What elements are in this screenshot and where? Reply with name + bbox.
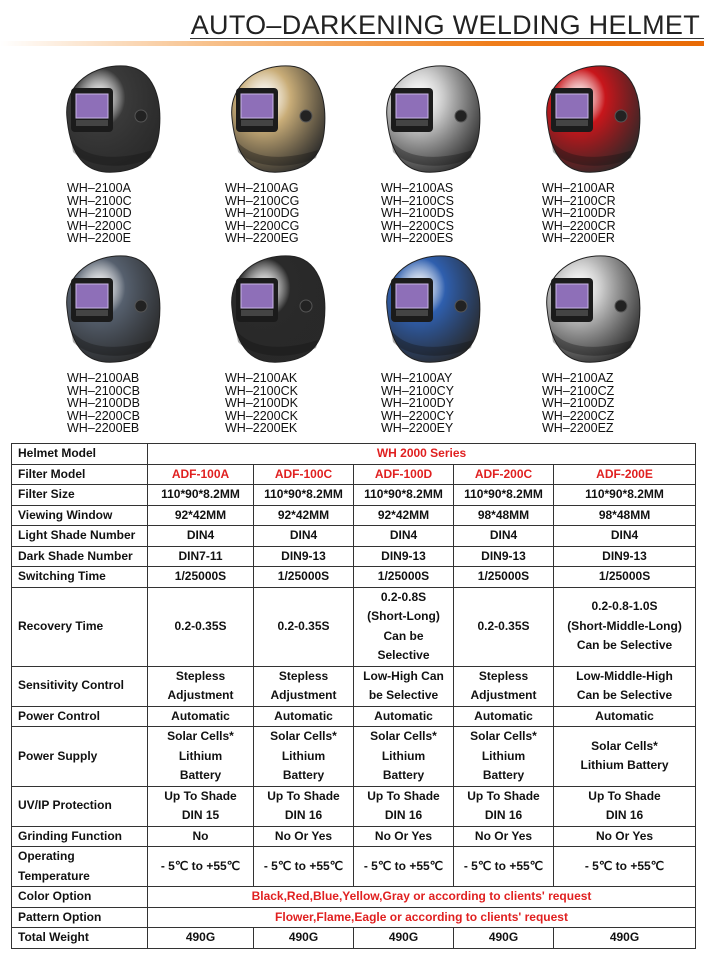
table-cell: DIN4 [148, 526, 254, 547]
table-cell: 98*48MM [554, 505, 696, 526]
model-code: WH–2200CB [67, 408, 140, 423]
table-cell: No [148, 826, 254, 847]
table-cell: 110*90*8.2MM [148, 485, 254, 506]
filter-window [241, 284, 273, 308]
row-label: Dark Shade Number [12, 546, 148, 567]
table-row [12, 505, 696, 526]
model-code: WH–2200EZ [542, 421, 614, 435]
table-cell: Low-High Can be Selective [354, 666, 454, 706]
model-code: WH–2100CB [67, 383, 140, 398]
model-code: WH–2100CZ [542, 383, 615, 398]
table-cell: 1/25000S [454, 567, 554, 588]
table-cell: ADF-200C [454, 464, 554, 485]
helmet-model-list [225, 182, 385, 245]
table-cell: Stepless Adjustment [454, 666, 554, 706]
helmet-model-list [542, 372, 702, 435]
model-code: WH–2200CS [381, 218, 454, 233]
model-code: WH–2100AK [225, 371, 298, 385]
table-cell: 0.2-0.8-1.0S (Short-Middle-Long) Can be Selective [554, 587, 696, 666]
table-row [12, 464, 696, 485]
table-cell: Up To Shade DIN 16 [554, 786, 696, 826]
filter-sensor-strip [76, 310, 108, 316]
table-cell: 490G [354, 928, 454, 949]
table-cell: DIN4 [554, 526, 696, 547]
table-cell: 1/25000S [254, 567, 354, 588]
table-cell: 92*42MM [254, 505, 354, 526]
model-code: WH–2200CK [225, 408, 298, 423]
helmet-gallery [0, 50, 704, 440]
series-value: WH 2000 Series [148, 444, 696, 465]
spanning-value: Flower,Flame,Eagle or according to clients' request [148, 907, 696, 928]
table-cell: No Or Yes [454, 826, 554, 847]
table-cell: Up To Shade DIN 16 [254, 786, 354, 826]
table-cell: Solar Cells* Lithium Battery [148, 727, 254, 787]
model-code: WH–2200CG [225, 218, 300, 233]
table-cell: 490G [454, 928, 554, 949]
helmet-image [375, 248, 485, 368]
helmet-image [535, 58, 645, 178]
filter-sensor-strip [241, 310, 273, 316]
model-code: WH–2100CG [225, 193, 300, 208]
table-cell: Automatic [254, 706, 354, 727]
table-cell: No Or Yes [354, 826, 454, 847]
model-code: WH–2200EG [225, 231, 299, 245]
table-cell: - 5℃ to +55℃ [254, 847, 354, 887]
model-code: WH–2200ER [542, 231, 615, 245]
table-cell: ADF-100C [254, 464, 354, 485]
table-cell: 0.2-0.35S [254, 587, 354, 666]
table-cell: 110*90*8.2MM [554, 485, 696, 506]
filter-window [76, 94, 108, 118]
model-code: WH–2100AS [381, 181, 454, 195]
table-cell: Stepless Adjustment [148, 666, 254, 706]
filter-window [396, 284, 428, 308]
model-code: WH–2200EY [381, 421, 454, 435]
row-label: Pattern Option [12, 907, 148, 928]
helmet-model-list [381, 182, 541, 245]
table-cell: Solar Cells* Lithium Battery [354, 727, 454, 787]
table-cell: 92*42MM [354, 505, 454, 526]
table-cell: ADF-100A [148, 464, 254, 485]
table-cell: Automatic [554, 706, 696, 727]
table-cell: 110*90*8.2MM [454, 485, 554, 506]
table-cell: 110*90*8.2MM [254, 485, 354, 506]
model-code: WH–2100C [67, 193, 132, 208]
row-label: Filter Size [12, 485, 148, 506]
table-cell: Solar Cells* Lithium Battery [454, 727, 554, 787]
helmet-image [55, 58, 165, 178]
filter-sensor-strip [396, 310, 428, 316]
row-label: UV/IP Protection [12, 786, 148, 826]
table-cell: DIN9-13 [454, 546, 554, 567]
helmet-model-list [542, 182, 702, 245]
table-row [12, 826, 696, 847]
helmet-card [220, 248, 330, 373]
adjust-knob [615, 300, 627, 312]
helmet-card [55, 248, 165, 373]
row-label: Total Weight [12, 928, 148, 949]
row-label: Sensitivity Control [12, 666, 148, 706]
table-row [12, 444, 696, 465]
filter-sensor-strip [396, 120, 428, 126]
spanning-value: Black,Red,Blue,Yellow,Gray or according to clients' request [148, 887, 696, 908]
helmet-image [220, 58, 330, 178]
model-code: WH–2100AY [381, 371, 453, 385]
helmet-image [220, 248, 330, 368]
table-cell: 490G [254, 928, 354, 949]
table-cell: 110*90*8.2MM [354, 485, 454, 506]
helmet-model-list [67, 182, 227, 245]
adjust-knob [615, 110, 627, 122]
table-cell: ADF-100D [354, 464, 454, 485]
row-label: Power Supply [12, 727, 148, 787]
page-title: AUTO–DARKENING WELDING HELMET [190, 10, 700, 40]
table-cell: No Or Yes [254, 826, 354, 847]
filter-window [396, 94, 428, 118]
model-code: WH–2100DK [225, 396, 298, 410]
model-code: WH–2200ES [381, 231, 454, 245]
table-cell: Automatic [148, 706, 254, 727]
table-cell: Automatic [454, 706, 554, 727]
filter-window [76, 284, 108, 308]
model-code: WH–2100DB [67, 396, 140, 410]
table-cell: DIN9-13 [554, 546, 696, 567]
model-code: WH–2200EB [67, 421, 140, 435]
helmet-card [375, 58, 485, 183]
adjust-knob [135, 300, 147, 312]
table-cell: Up To Shade DIN 15 [148, 786, 254, 826]
helmet-card [535, 58, 645, 183]
filter-window [556, 94, 588, 118]
table-cell: Up To Shade DIN 16 [454, 786, 554, 826]
table-cell: Up To Shade DIN 16 [354, 786, 454, 826]
spec-table [11, 443, 696, 949]
helmet-card [220, 58, 330, 183]
table-cell: DIN4 [354, 526, 454, 547]
table-row [12, 907, 696, 928]
adjust-knob [455, 300, 467, 312]
filter-sensor-strip [556, 120, 588, 126]
row-label: Switching Time [12, 567, 148, 588]
table-cell: 92*42MM [148, 505, 254, 526]
model-code: WH–2100A [67, 181, 131, 195]
helmet-image [375, 58, 485, 178]
row-label: Color Option [12, 887, 148, 908]
model-code: WH–2100AZ [542, 371, 614, 385]
model-code: WH–2100CK [225, 383, 298, 398]
table-row [12, 587, 696, 666]
row-label: Helmet Model [12, 444, 148, 465]
table-cell: Automatic [354, 706, 454, 727]
model-code: WH–2100DS [381, 206, 454, 220]
model-code: WH–2100DR [542, 206, 616, 220]
table-cell: 490G [148, 928, 254, 949]
table-cell: Low-Middle-High Can be Selective [554, 666, 696, 706]
filter-window [556, 284, 588, 308]
table-cell: 490G [554, 928, 696, 949]
page-header [0, 0, 704, 50]
model-code: WH–2100AG [225, 181, 299, 195]
model-code: WH–2100CR [542, 193, 616, 208]
table-cell: No Or Yes [554, 826, 696, 847]
table-row [12, 567, 696, 588]
table-row [12, 928, 696, 949]
row-label: Light Shade Number [12, 526, 148, 547]
table-cell: - 5℃ to +55℃ [454, 847, 554, 887]
table-cell: DIN9-13 [354, 546, 454, 567]
filter-window [241, 94, 273, 118]
table-cell: 98*48MM [454, 505, 554, 526]
helmet-image [535, 248, 645, 368]
table-cell: DIN4 [254, 526, 354, 547]
helmet-model-list [225, 372, 385, 435]
row-label: Operating Temperature [12, 847, 148, 887]
table-cell: 0.2-0.8S (Short-Long) Can be Selective [354, 587, 454, 666]
table-cell: Solar Cells* Lithium Battery [254, 727, 354, 787]
model-code: WH–2100DG [225, 206, 300, 220]
table-cell: - 5℃ to +55℃ [354, 847, 454, 887]
table-cell: DIN7-11 [148, 546, 254, 567]
table-cell: Solar Cells* Lithium Battery [554, 727, 696, 787]
model-code: WH–2100CY [381, 383, 454, 398]
adjust-knob [300, 300, 312, 312]
model-code: WH–2100AR [542, 181, 615, 195]
table-cell: 0.2-0.35S [454, 587, 554, 666]
model-code: WH–2100DY [381, 396, 454, 410]
table-row [12, 847, 696, 887]
model-code: WH–2100AB [67, 371, 140, 385]
filter-sensor-strip [76, 120, 108, 126]
table-cell: 1/25000S [554, 567, 696, 588]
row-label: Recovery Time [12, 587, 148, 666]
model-code: WH–2100CS [381, 193, 454, 208]
helmet-card [55, 58, 165, 183]
table-cell: DIN4 [454, 526, 554, 547]
table-row [12, 727, 696, 787]
table-row [12, 887, 696, 908]
table-cell: - 5℃ to +55℃ [148, 847, 254, 887]
helmet-image [55, 248, 165, 368]
table-cell: DIN9-13 [254, 546, 354, 567]
adjust-knob [300, 110, 312, 122]
adjust-knob [135, 110, 147, 122]
table-row [12, 546, 696, 567]
adjust-knob [455, 110, 467, 122]
table-cell: ADF-200E [554, 464, 696, 485]
model-code: WH–2100DZ [542, 396, 615, 410]
table-cell: 1/25000S [148, 567, 254, 588]
table-cell: - 5℃ to +55℃ [554, 847, 696, 887]
header-accent-bar [0, 41, 704, 46]
filter-sensor-strip [556, 310, 588, 316]
helmet-card [535, 248, 645, 373]
model-code: WH–2200CZ [542, 408, 615, 423]
model-code: WH–2200CY [381, 408, 454, 423]
table-cell: Stepless Adjustment [254, 666, 354, 706]
filter-sensor-strip [241, 120, 273, 126]
table-cell: 1/25000S [354, 567, 454, 588]
model-code: WH–2200CR [542, 218, 616, 233]
table-row [12, 526, 696, 547]
helmet-model-list [381, 372, 541, 435]
table-row [12, 706, 696, 727]
model-code: WH–2100D [67, 206, 132, 220]
row-label: Filter Model [12, 464, 148, 485]
row-label: Grinding Function [12, 826, 148, 847]
helmet-card [375, 248, 485, 373]
row-label: Viewing Window [12, 505, 148, 526]
model-code: WH–2200EK [225, 421, 298, 435]
table-row [12, 485, 696, 506]
table-cell: 0.2-0.35S [148, 587, 254, 666]
row-label: Power Control [12, 706, 148, 727]
table-row [12, 786, 696, 826]
helmet-model-list [67, 372, 227, 435]
model-code: WH–2200C [67, 218, 132, 233]
model-code: WH–2200E [67, 231, 131, 245]
table-row [12, 666, 696, 706]
